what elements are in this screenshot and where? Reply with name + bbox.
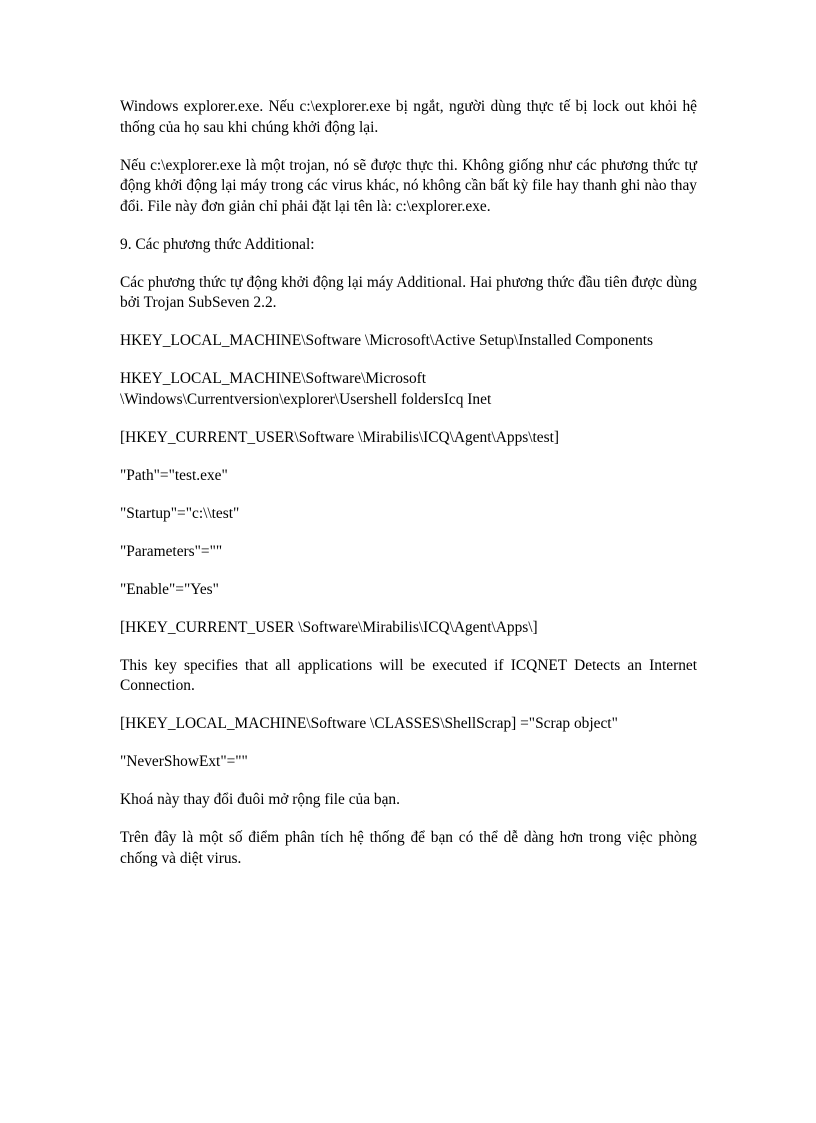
registry-value-path: "Path"="test.exe" [120, 466, 228, 484]
registry-key-shellscrap: [HKEY_LOCAL_MACHINE\Software \CLASSES\ShellScrap] ="Scrap object" [120, 715, 618, 732]
paragraph-explorer-lockout: Windows explorer.exe. Nếu c:\explorer.exe bị ngắt, người dùng thực tế bị lock out khỏi hệ thống của họ sau khi chúng khởi động lại. [120, 98, 697, 136]
paragraph-conclusion: Trên đây là một số điểm phân tích hệ thống để bạn có thể dễ dàng hơn trong việc phòng chống và diệt virus. [120, 829, 697, 867]
registry-value-startup: "Startup"="c:\\test" [120, 504, 240, 522]
section-heading-additional: 9. Các phương thức Additional: [120, 235, 315, 253]
registry-key-installed-components: HKEY_LOCAL_MACHINE\Software \Microsoft\Active Setup\Installed Components [120, 332, 654, 349]
registry-key-usershell-folders: HKEY_LOCAL_MACHINE\Software\Microsoft \Windows\Currentversion\explorer\Usershell foldersIcq Inet [120, 370, 492, 408]
registry-key-icq-apps-test: [HKEY_CURRENT_USER\Software \Mirabilis\ICQ\Agent\Apps\test] [120, 428, 560, 446]
registry-value-parameters: "Parameters"="" [120, 542, 223, 560]
registry-value-nevershowext: "NeverShowExt"="" [120, 753, 248, 770]
paragraph-icqnet-explanation: This key specifies that all applications will be executed if ICQNET Detects an Internet Connection. [120, 656, 697, 694]
registry-key-icq-apps: [HKEY_CURRENT_USER \Software\Mirabilis\ICQ\Agent\Apps\] [120, 618, 538, 636]
document-page [120, 97, 697, 887]
paragraph-additional-methods: Các phương thức tự động khởi động lại máy Additional. Hai phương thức đầu tiên được dùng bởi Trojan SubSeven 2.2. [120, 273, 697, 311]
registry-value-enable: "Enable"="Yes" [120, 580, 219, 598]
paragraph-extension-change: Khoá này thay đổi đuôi mở rộng file của bạn. [120, 791, 400, 808]
paragraph-explorer-trojan: Nếu c:\explorer.exe là một trojan, nó sẽ được thực thi. Không giống như các phương thức tự động khởi động lại máy trong các virus khác, nó không cần bất kỳ file hay thanh ghi nào thay đổi. File này đơn giản chỉ phải đặt lại tên là: c:\explorer.exe. [120, 156, 697, 215]
